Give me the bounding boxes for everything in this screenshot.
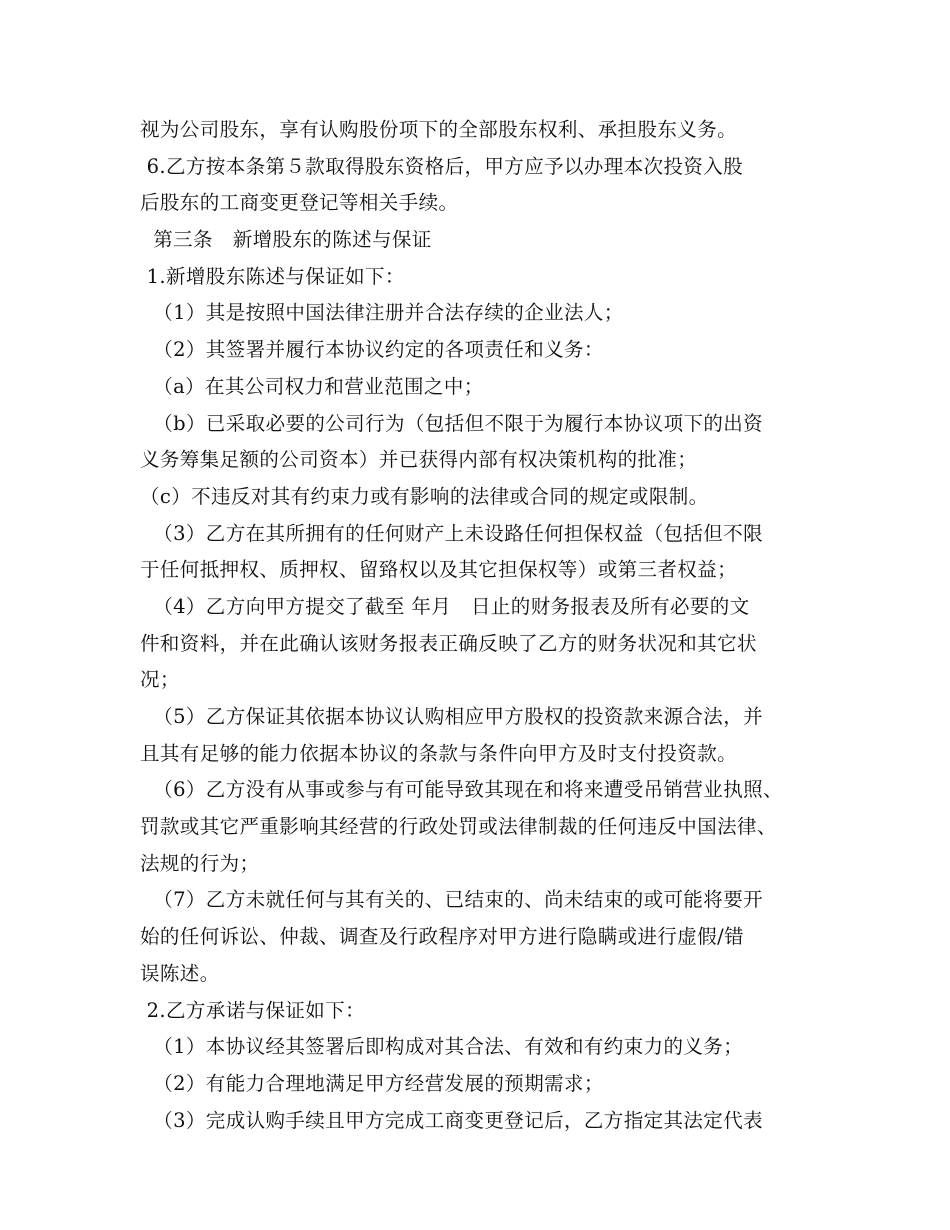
text-line: 于任何抵押权、质押权、留臵权以及其它担保权等）或第三者权益； <box>140 558 738 582</box>
text-line: 且其有足够的能力依据本协议的条款与条件向甲方及时支付投资款。 <box>140 741 738 765</box>
text-line: 况； <box>140 668 180 692</box>
text-line: （3）乙方在其所拥有的任何财产上未设路任何担保权益（包括但不限 <box>140 521 764 545</box>
text-line: （4）乙方向甲方提交了截至 年月 日止的财务报表及所有必要的文 <box>140 594 750 618</box>
text-line: 1.新增股东陈述与保证如下： <box>140 264 405 288</box>
text-line: （3）完成认购手续且甲方完成工商变更登记后，乙方指定其法定代表 <box>140 1108 764 1132</box>
text-line: （2）有能力合理地满足甲方经营发展的预期需求； <box>140 1071 604 1095</box>
text-line: 件和资料，并在此确认该财务报表正确反映了乙方的财务状况和其它状 <box>140 631 757 655</box>
text-line: （1）其是按照中国法律注册并合法存续的企业法人； <box>140 301 624 325</box>
text-line: 视为公司股东，享有认购股份项下的全部股东权利、承担股东义务。 <box>140 118 738 141</box>
text-line: （5）乙方保证其依据本协议认购相应甲方股权的投资款来源合法，并 <box>140 705 764 728</box>
text-line: 义务筹集足额的公司资本）并已获得内部有权决策机构的批准； <box>140 448 698 472</box>
text-line: （7）乙方未就任何与其有关的、已结束的、尚未结束的或可能将要开 <box>140 888 764 912</box>
text-line: 误陈述。 <box>140 961 220 985</box>
text-line: 2.乙方承诺与保证如下： <box>140 998 366 1022</box>
text-line: （2）其签署并履行本协议约定的各项责任和义务： <box>140 338 604 362</box>
text-line: 始的任何诉讼、仲裁、调查及行政程序对甲方进行隐瞒或进行虚假/错 <box>140 925 744 949</box>
text-line: （b）已采取必要的公司行为（包括但不限于为履行本协议项下的出资 <box>140 411 764 435</box>
text-line: （1）本协议经其签署后即构成对其合法、有效和有约束力的义务； <box>140 1035 744 1059</box>
section-heading: 第三条 新增股东的陈述与保证 <box>140 228 432 252</box>
text-line: 后股东的工商变更登记等相关手续。 <box>140 191 459 215</box>
text-line: （c）不违反对其有约束力或有影响的法律或合同的规定或限制。 <box>140 484 709 508</box>
text-line: 罚款或其它严重影响其经营的行政处罚或法律制裁的任何违反中国法律、 <box>140 815 777 839</box>
document-body <box>140 112 830 1139</box>
text-line: 6.乙方按本条第５款取得股东资格后，甲方应予以办理本次投资入股 <box>140 154 744 178</box>
text-line: （a）在其公司权力和营业范围之中； <box>140 374 484 398</box>
text-line: 法规的行为； <box>140 851 260 875</box>
text-line: （6）乙方没有从事或参与有可能导致其现在和将来遭受吊销营业执照、 <box>140 778 783 802</box>
